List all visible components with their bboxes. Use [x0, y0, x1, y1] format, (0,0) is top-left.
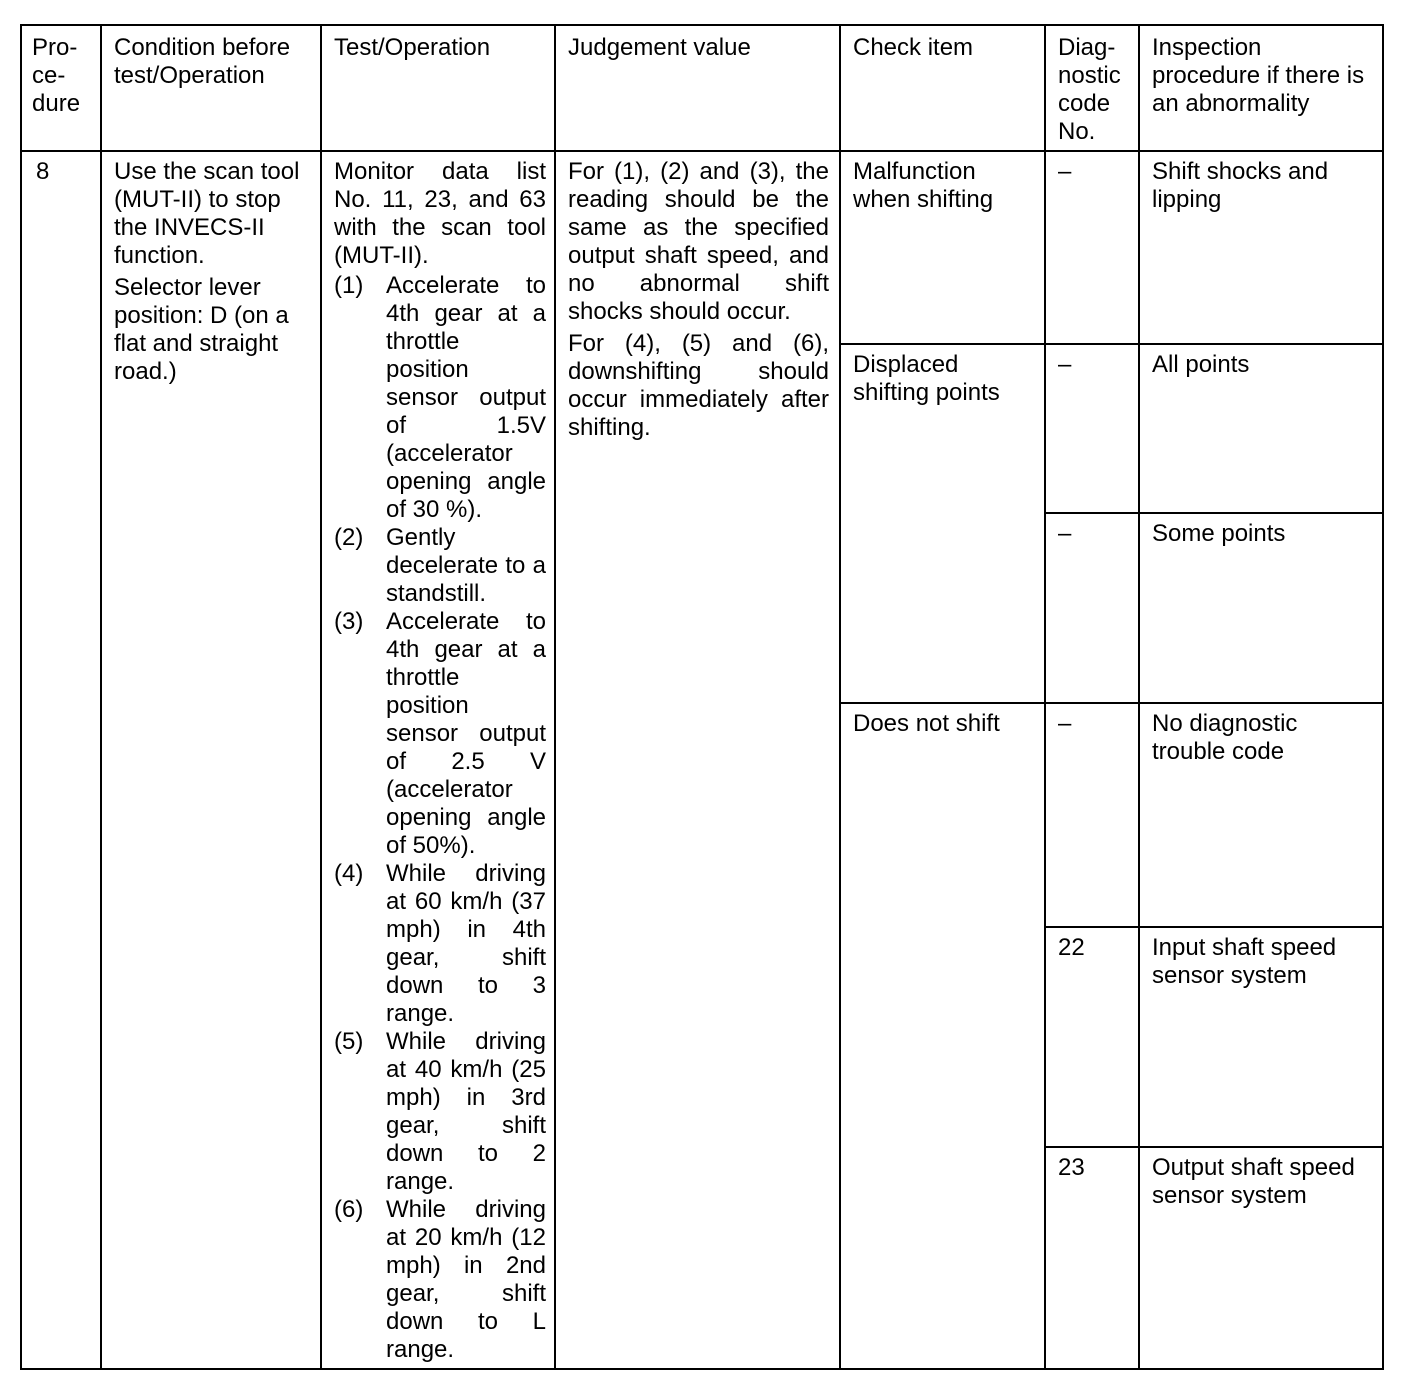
judgement-cell [555, 151, 840, 1369]
check-item-malfunction: Malfunction when shifting [840, 151, 1045, 344]
inspection-procedure: Input shaft speed sensor system [1139, 927, 1383, 1147]
condition-text-2: Selector lever position: D (on a flat and straight road.) [114, 274, 289, 385]
step-number: (4) [334, 860, 364, 887]
step-text: Accelerate to 4th gear at a throttle position sensor output of 2.5 V (accelerator opening angle of 50%). [386, 608, 546, 859]
inspection-procedure: Shift shocks and lipping [1139, 151, 1383, 344]
header-procedure: Pro-ce-dure [21, 25, 101, 151]
step-text: Gently decelerate to a standstill. [386, 524, 546, 607]
inspection-table-page [20, 24, 1382, 1362]
step-number: (6) [334, 1196, 364, 1223]
diagnostic-code: 22 [1045, 927, 1139, 1147]
diagnostic-code: – [1045, 344, 1139, 513]
inspection-table [20, 24, 1384, 1370]
procedure-number: 8 [21, 151, 101, 1369]
header-diagnostic-code: Diag-nostic code No. [1045, 25, 1139, 151]
list-item [334, 608, 546, 860]
condition-cell [101, 151, 321, 1369]
header-condition: Condition before test/Operation [101, 25, 321, 151]
header-inspection-procedure: Inspection procedure if there is an abnormality [1139, 25, 1383, 151]
step-text: While driving at 40 km/h (25 mph) in 3rd gear, shift down to 2 range. [386, 1028, 546, 1195]
diagnostic-code: 23 [1045, 1147, 1139, 1369]
list-item [334, 272, 546, 524]
step-number: (3) [334, 608, 364, 635]
table-row [21, 151, 1383, 344]
step-number: (2) [334, 524, 364, 551]
list-item [334, 1028, 546, 1196]
inspection-procedure: Output shaft speed sensor system [1139, 1147, 1383, 1369]
header-check-item: Check item [840, 25, 1045, 151]
test-operation-cell [321, 151, 555, 1369]
diagnostic-code: – [1045, 151, 1139, 344]
inspection-procedure: No diagnostic trouble code [1139, 703, 1383, 927]
diagnostic-code: – [1045, 513, 1139, 703]
condition-text-1: Use the scan tool (MUT-II) to stop the INVECS-II function. [114, 158, 300, 269]
step-text: Accelerate to 4th gear at a throttle position sensor output of 1.5V (accelerator opening angle of 30 %). [386, 272, 546, 523]
step-number: (1) [334, 272, 364, 299]
step-text: While driving at 60 km/h (37 mph) in 4th gear, shift down to 3 range. [386, 860, 546, 1027]
header-row [21, 25, 1383, 151]
test-intro: Monitor data list No. 11, 23, and 63 with the scan tool (MUT-II). [334, 158, 546, 269]
list-item [334, 860, 546, 1028]
header-judgement-value: Judgement value [555, 25, 840, 151]
test-steps-list [334, 272, 546, 1364]
check-item-displaced: Displaced shifting points [840, 344, 1045, 703]
inspection-procedure: All points [1139, 344, 1383, 513]
inspection-procedure: Some points [1139, 513, 1383, 703]
list-item [334, 1196, 546, 1364]
diagnostic-code: – [1045, 703, 1139, 927]
judgement-text-2: For (4), (5) and (6), downshifting should occur immediately after shifting. [568, 330, 829, 441]
list-item [334, 524, 546, 608]
header-test-operation: Test/Operation [321, 25, 555, 151]
step-text: While driving at 20 km/h (12 mph) in 2nd gear, shift down to L range. [386, 1196, 546, 1363]
check-item-does-not-shift: Does not shift [840, 703, 1045, 1369]
step-number: (5) [334, 1028, 364, 1055]
judgement-text-1: For (1), (2) and (3), the reading should be the same as the specified output shaft speed, and no abnormal shift shocks should occur. [568, 158, 829, 325]
